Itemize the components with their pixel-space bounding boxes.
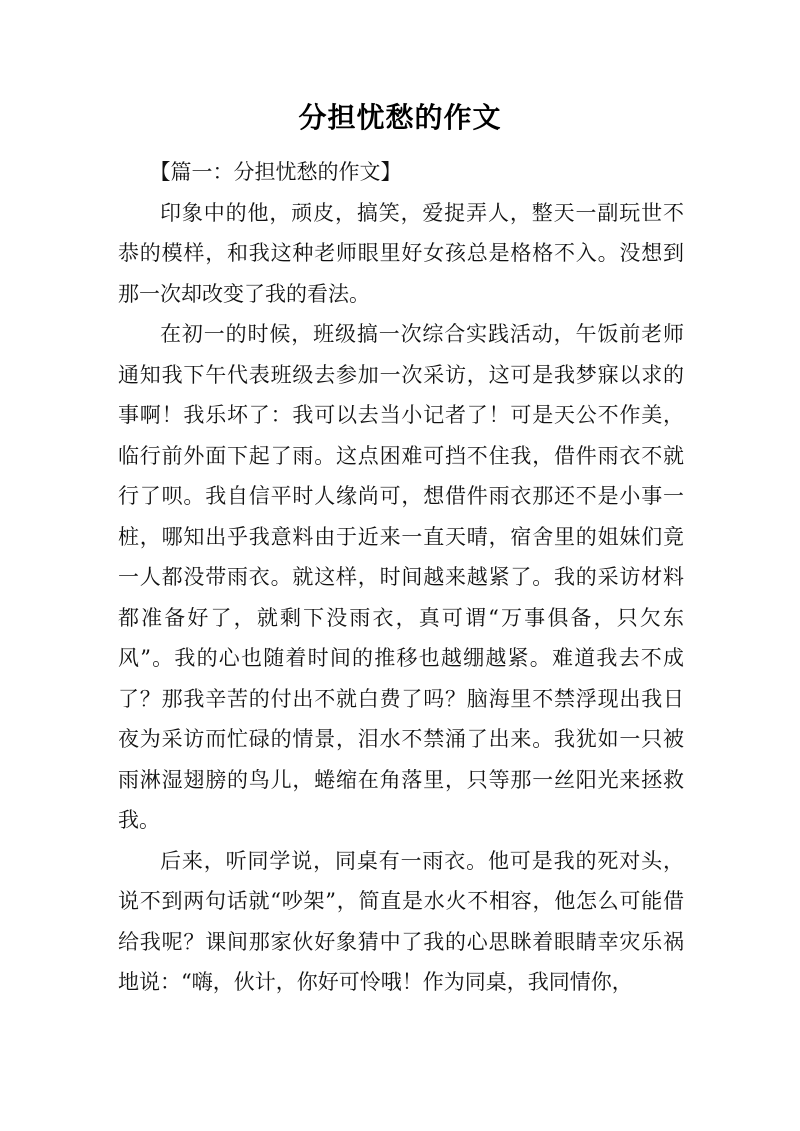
paragraph-2: 在初一的时候，班级搞一次综合实践活动，午饭前老师通知我下午代表班级去参加一次采访，这可是我梦寐以求的事啊！我乐坏了：我可以去当小记者了！可是天公不作美，临行前外面下起了雨。这点困难可挡不住我，借件雨衣不就行了呗。我自信平时人缘尚可，想借件雨衣那还不是小事一桩，哪知出乎我意料由于近来一直天晴，宿舍里的姐妹们竟一人都没带雨衣。就这样，时间越来越紧了。我的采访材料都准备好了，就剩下没雨衣，真可谓“万事俱备，只欠东风”。我的心也随着时间的推移也越绷越紧。难道我去不成了？那我辛苦的付出不就白费了吗？脑海里不禁浮现出我日夜为采访而忙碌的情景，泪水不禁涌了出来。我犹如一只被雨淋湿翅膀的鸟儿，蜷缩在角落里，只等那一丝阳光来拯救我。 <box>118 322 684 832</box>
document-body <box>118 152 684 1003</box>
paragraph-1: 印象中的他，顽皮，搞笑，爱捉弄人，整天一副玩世不恭的模样，和我这种老师眼里好女孩总是格格不入。没想到那一次却改变了我的看法。 <box>118 200 684 306</box>
section-heading: 【篇一：分担忧愁的作文】 <box>149 160 402 184</box>
paragraph-3: 后来，听同学说，同桌有一雨衣。他可是我的死对头，说不到两句话就“吵架”，简直是水火不相容，他怎么可能借给我呢？课间那家伙好象猜中了我的心思眯着眼睛幸灾乐祸地说：“嗨，伙计，你好可怜哦！作为同桌，我同情你， <box>118 848 684 994</box>
document-title: 分担忧愁的作文 <box>298 101 502 134</box>
